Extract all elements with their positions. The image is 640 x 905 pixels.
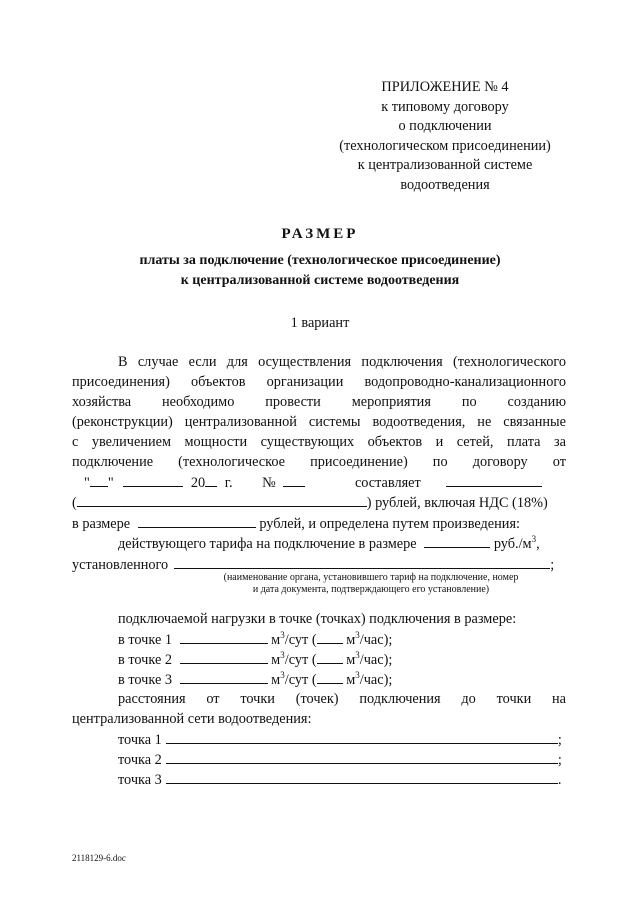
quote-open: "	[84, 475, 90, 491]
note-line-2: и дата документа, подтверждающего его установление)	[252, 584, 490, 595]
distance-row-1	[118, 729, 578, 750]
unit-hour: м	[346, 672, 356, 688]
point-label: в точке 1	[118, 632, 173, 648]
load-text: подключаемой нагрузки в точке (точках) подключения в размере:	[118, 611, 517, 627]
point-label: в точке 3	[118, 672, 173, 688]
paragraph-line: присоединения) объектов организации водопроводно-канализационного	[72, 374, 566, 390]
note-line-1: (наименование органа, установившего тариф на подключение, номер	[223, 572, 519, 583]
annex-line: водоотведения	[400, 176, 490, 193]
distance-label: точка 1	[118, 732, 162, 748]
point-hour-field[interactable]	[317, 669, 343, 684]
tariff-value-field[interactable]	[424, 533, 490, 548]
unit-hour: м	[346, 632, 356, 648]
month-field[interactable]	[123, 472, 183, 487]
in-amount-text: в размере	[72, 516, 131, 532]
footer-filename: 2118129-6.doc	[72, 853, 126, 863]
point-day-field[interactable]	[180, 649, 268, 664]
distance-label: точка 3	[118, 772, 162, 788]
distance-field[interactable]	[166, 729, 558, 744]
distance-line-1: расстояния от точки (точек) подключения до точки на	[118, 691, 566, 707]
unit-day-suffix: /сут (	[284, 652, 317, 668]
authority-note	[196, 572, 546, 596]
unit-hour: м	[346, 652, 356, 668]
annex-line: ПРИЛОЖЕНИЕ № 4	[381, 79, 509, 95]
subtitle-line-2: к централизованной системе водоотведения	[180, 273, 460, 288]
row-end: ;	[557, 732, 562, 748]
paragraph-line: с увеличением мощности существующих объектов и сетей, плата за	[72, 434, 566, 450]
semicolon: ;	[550, 557, 555, 573]
subtitle-line-1: платы за подключение (технологическое присоединение)	[139, 253, 501, 268]
paragraph-line: хозяйства необходимо провести мероприятия по созданию	[72, 394, 566, 410]
paragraph-line: В случае если для осуществления подключения (технологического	[118, 354, 566, 370]
variant-label: 1 вариант	[290, 315, 350, 331]
rubles-vat-text: ) рублей, включая НДС (18%)	[366, 495, 548, 511]
tariff-unit: руб./м	[493, 536, 532, 552]
amount-word: составляет	[354, 475, 421, 491]
amount-words-line	[72, 492, 572, 513]
unit-hour-suffix: /час)	[359, 652, 389, 668]
unit-hour-sup: 3	[355, 630, 360, 641]
annex-line: к типовому договору	[381, 98, 509, 115]
document-title: РАЗМЕР	[281, 226, 359, 242]
annex-line: о подключении	[398, 118, 492, 135]
distance-label: точка 2	[118, 752, 162, 768]
row-end: ;	[557, 752, 562, 768]
tariff-text: действующего тарифа на подключение в размере	[118, 536, 417, 552]
point-row-2	[118, 649, 558, 670]
point-hour-field[interactable]	[317, 629, 343, 644]
unit-day-sup: 3	[280, 630, 285, 641]
year-suffix: г.	[224, 475, 233, 491]
unit-day: м	[271, 652, 281, 668]
unit-day: м	[271, 632, 281, 648]
date-number-line	[72, 472, 572, 493]
distance-row-3	[118, 769, 578, 790]
rubles-product-text: рублей, и определена путем произведения:	[259, 516, 520, 532]
year-field[interactable]	[205, 472, 217, 487]
quote-close: "	[107, 475, 114, 491]
row-end: ;	[388, 652, 393, 668]
tariff-comma: ,	[536, 536, 540, 552]
number-sign: №	[262, 475, 276, 491]
annex-line: к централизованной системе	[357, 157, 533, 174]
tariff-unit-sup: 3	[531, 534, 537, 545]
point-day-field[interactable]	[180, 629, 268, 644]
distance-field[interactable]	[166, 769, 558, 784]
tariff-line	[118, 533, 578, 554]
day-field[interactable]	[90, 472, 108, 487]
paragraph-line: (реконструкции) централизованной системы водоотведения, не связанные	[72, 414, 566, 430]
annex-header	[320, 78, 570, 196]
distance-line-2: централизованной сети водоотведения:	[72, 711, 312, 727]
unit-day-sup: 3	[280, 650, 285, 661]
point-row-3	[118, 669, 558, 690]
unit-day-sup: 3	[280, 670, 285, 681]
unit-hour-suffix: /час)	[359, 632, 389, 648]
amount-field[interactable]	[446, 472, 542, 487]
vat-line	[72, 513, 572, 534]
annex-line: (технологическом присоединении)	[339, 137, 551, 154]
unit-day: м	[271, 672, 281, 688]
contract-number-field[interactable]	[283, 472, 305, 487]
row-end: ;	[388, 632, 393, 648]
row-end: ;	[388, 672, 393, 688]
vat-amount-field[interactable]	[138, 513, 256, 528]
unit-day-suffix: /сут (	[284, 672, 317, 688]
point-day-field[interactable]	[180, 669, 268, 684]
row-end: .	[557, 772, 562, 788]
paragraph-line: подключение (технологическое присоединение) по договору от	[72, 454, 566, 470]
paren-open: (	[72, 495, 77, 511]
authority-field[interactable]	[174, 554, 550, 569]
point-label: в точке 2	[118, 652, 173, 668]
amount-words-field[interactable]	[77, 492, 367, 507]
unit-hour-sup: 3	[355, 670, 360, 681]
established-text: установленного	[72, 557, 169, 573]
unit-hour-suffix: /час)	[359, 672, 389, 688]
point-row-1	[118, 629, 558, 650]
distance-row-2	[118, 749, 578, 770]
unit-day-suffix: /сут (	[284, 632, 317, 648]
unit-hour-sup: 3	[355, 650, 360, 661]
point-hour-field[interactable]	[317, 649, 343, 664]
document-subtitle	[0, 251, 640, 291]
distance-field[interactable]	[166, 749, 558, 764]
year-prefix: 20	[190, 475, 206, 491]
